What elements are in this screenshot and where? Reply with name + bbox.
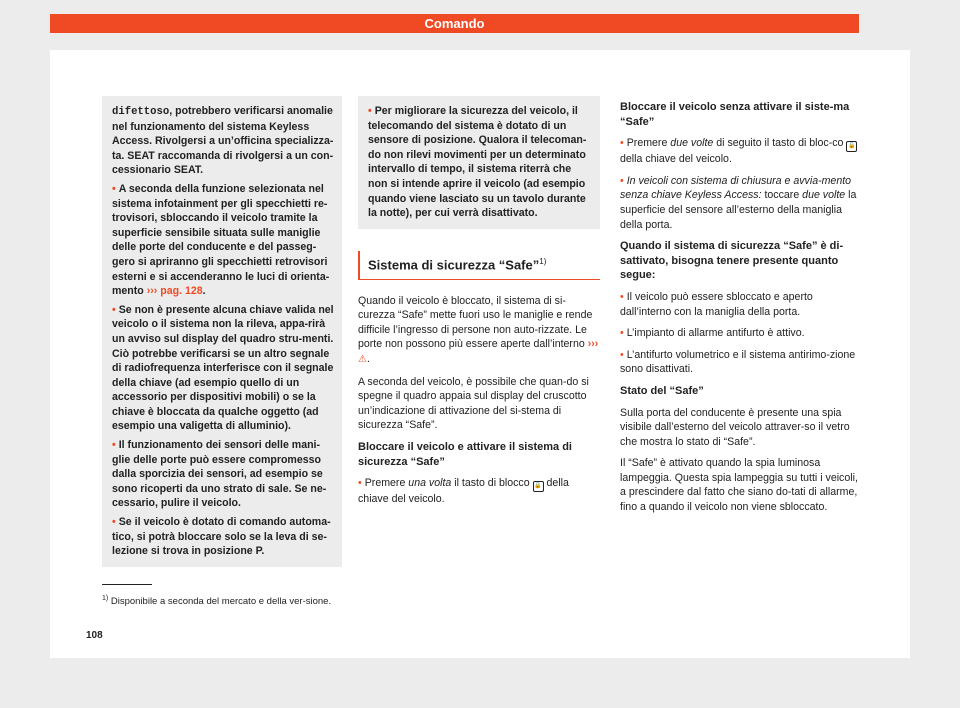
body-paragraph: Il “Safe” è attivato quando la spia luminosa lampeggia. Questa spia lampeggia su tutti i veicoli, a prescindere dal fatto che siano do-tati di allarme, fino a quando il veicolo non viene sbloccato. [620, 457, 858, 514]
note-bullet: • A seconda della funzione selezionata nel sistema infotainment per gli specchietti re-trovisori, sbloccando il veicolo tramite la superficie sensibile situata sulle maniglie delle porte del conducente e del passeg-gero si apriranno gli specchietti retrovisori esterni e si accenderanno le luci di orienta-mento ››› pag. 128. [112, 182, 330, 298]
note-bullet: • Se non è presente alcuna chiave valida nel veicolo o il sistema non la rileva, appa-rirà un avviso sul display del quadro stru-menti. Ciò potrebbe verificarsi se un altro segnale di radiofrequenza interferisce con il segnale della chiave (ad esempio quello di un accessorio per dispositivi mobili) o se la chiave è bloccata da qualche oggetto (ad esempio una valigetta di alluminio). [112, 303, 334, 433]
body-bullet: • L’impianto di allarme antifurto è attivo. [620, 327, 805, 340]
body-bullet: • Premere una volta il tasto di blocco 🔒 della chiave del veicolo. [358, 477, 569, 506]
column-right [620, 100, 860, 522]
note-box-middle [358, 96, 600, 229]
subheading: Bloccare il veicolo e attivare il sistema di sicurezza “Safe” [358, 441, 572, 468]
body-bullet: • In veicoli con sistema di chiusura e avvia-mento senza chiave Keyless Access: toccare due volte la superficie del sensore all’esterno della maniglia della porta. [620, 174, 857, 231]
subheading: Stato del “Safe” [620, 384, 704, 397]
subheading: Quando il sistema di sicurezza “Safe” è di-sattivato, bisogna tenere presente quanto segue: [620, 240, 844, 282]
body-bullet: • Premere due volte di seguito il tasto di bloc-co 🔒 della chiave del veicolo. [620, 137, 856, 166]
warning-link[interactable]: ››› [587, 338, 599, 351]
page-link[interactable]: ››› pag. 128 [146, 285, 203, 298]
lock-icon: 🔒 [533, 481, 544, 492]
body-paragraph: Quando il veicolo è bloccato, il sistema di si-curezza “Safe” mette fuori uso le maniglie e rende difficile l’ingresso di persone non auto-rizzate. Le porte non possono più essere aperte dall’interno ››› ⚠. [358, 294, 599, 366]
note-paragraph: difettoso, potrebbero verificarsi anomalie nel funzionamento del sistema Keyless Access. Rivolgersi a un’officina specializza-ta. SEAT raccomanda di rivolgersi a un con-cessionario SEAT. [112, 105, 334, 177]
body-paragraph: Sulla porta del conducente è presente una spia visibile dall’esterno del veicolo attraver-so il vetro che mostra lo stato di “Safe”. [620, 406, 850, 448]
body-bullet: • Il veicolo può essere sbloccato e aperto dall’interno con la maniglia della porta. [620, 290, 813, 318]
lock-icon: 🔒 [846, 141, 857, 152]
footnote-divider [102, 584, 152, 585]
warning-icon: ⚠ [358, 354, 367, 366]
note-bullet: • Il funzionamento dei sensori delle mani-glie delle porte può essere compromesso dalla sporcizia dei sensori, ad esempio se sono ricoperti da uno strato di sale. Se ne-cessario, pulire il veicolo. [112, 439, 327, 510]
section-title: Sistema di sicurezza “Safe”$^{1)}$ [358, 251, 600, 280]
note-box-left [102, 96, 342, 567]
mono-term: difettoso [112, 106, 170, 118]
footnote: $^{1)}$ Disponibile a seconda del mercato e della ver-sione. [102, 595, 332, 608]
subheading: Bloccare il veicolo senza attivare il siste-ma “Safe” [620, 101, 850, 128]
column-middle [358, 96, 600, 514]
body-bullet: • L’antifurto volumetrico e il sistema antirimo-zione sono disattivati. [620, 348, 856, 376]
page-number: 108 [86, 630, 103, 641]
note-bullet: • Se il veicolo è dotato di comando automa-tico, si potrà bloccare solo se la leva di se-lezione si trova in posizione P. [112, 516, 331, 558]
body-paragraph: A seconda del veicolo, è possibile che quan-do si spegne il quadro appaia sul display del cruscotto un’indicazione di attivazione del si-stema di sicurezza “Safe”. [358, 375, 589, 432]
page-header: Comando [50, 14, 859, 33]
note-bullet: • Per migliorare la sicurezza del veicolo, il telecomando del sistema è dotato di un sensore di posizione. Qualora il telecoman-do non rilevi movimenti per un determinato intervallo di tempo, il sistema riterrà che non si intende aprire il veicolo (ad esempio quando viene lasciato su un tavolo durante la notte), per cui verrà disattivato. [368, 105, 587, 220]
